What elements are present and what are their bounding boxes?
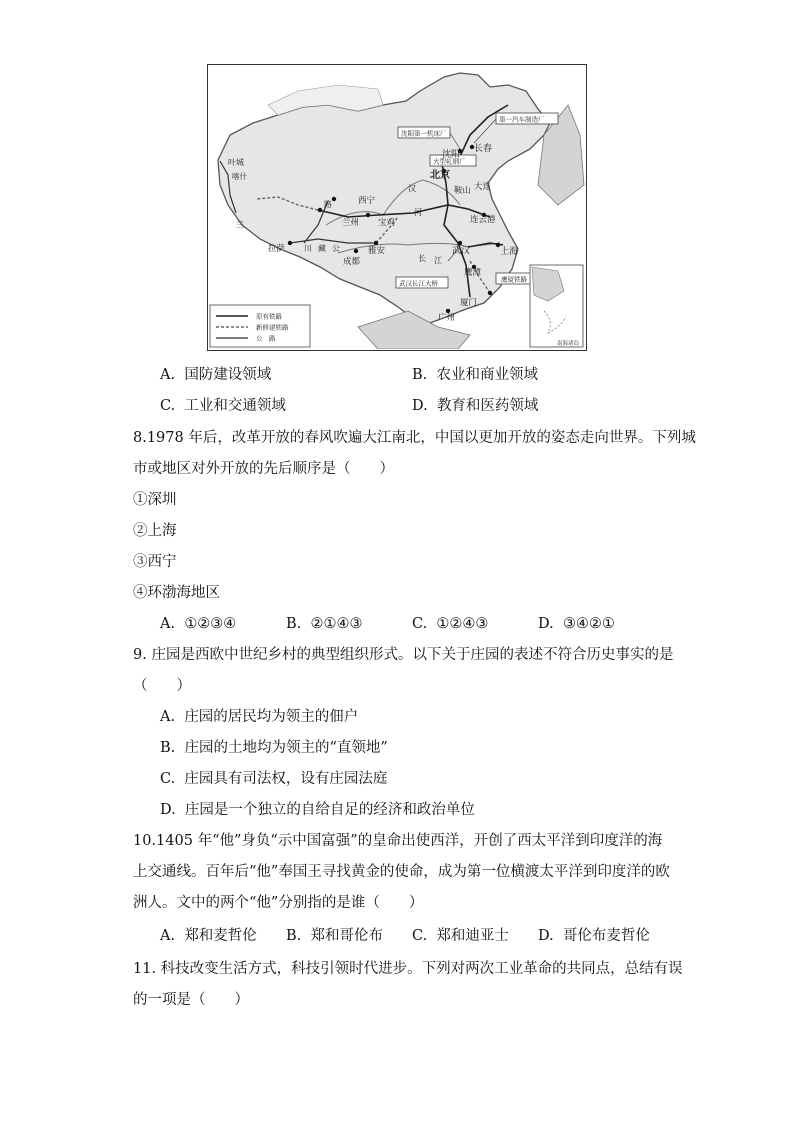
option-text: 郑和哥伦布	[310, 928, 383, 944]
legend-new-railway: 新修建铁路	[256, 323, 289, 332]
city-label: 鹰潭	[464, 268, 482, 278]
option-letter: B.	[286, 616, 302, 632]
city-label: 大连	[474, 182, 492, 192]
city-label: 上海	[500, 247, 519, 257]
option-text: ③④②①	[562, 616, 615, 632]
q8-option-c[interactable]	[412, 614, 488, 634]
option-text: ①②③④	[184, 616, 237, 632]
option-letter: C.	[412, 928, 428, 944]
city-label: 广州	[438, 313, 456, 323]
option-text: 国防建设领域	[184, 367, 272, 383]
option-letter: A.	[160, 709, 176, 725]
q9-option-c[interactable]	[160, 769, 387, 789]
q9-stem-line-1: 9. 庄园是西欧中世纪乡村的典型组织形式。以下关于庄园的表述不符合历史事实的是	[133, 647, 674, 663]
q7-option-c[interactable]	[160, 396, 286, 416]
q7-option-a[interactable]	[160, 365, 271, 385]
q10-stem-line-2: 上交通线。百年后“他”奉国王寻找黄金的使命，成为第一位横渡太平洋到印度洋的欧	[133, 864, 670, 880]
legend-old-railway: 原有铁路	[256, 312, 282, 321]
option-letter: C.	[412, 616, 428, 632]
option-text: 郑和麦哲伦	[184, 928, 257, 944]
option-letter: C.	[160, 398, 176, 414]
option-letter: B.	[286, 928, 302, 944]
q8-item: ②上海	[133, 523, 177, 539]
option-text: 庄园的土地均为领主的“直领地”	[184, 740, 388, 756]
place-label: 江	[434, 256, 442, 265]
option-letter: B.	[160, 740, 176, 756]
option-letter: D.	[538, 928, 554, 944]
option-letter: D.	[538, 616, 554, 632]
q7-option-d[interactable]	[412, 396, 538, 416]
place-label: 川	[304, 244, 312, 253]
option-text: 庄园的居民均为领主的佃户	[184, 709, 359, 725]
q8-item: ③西宁	[133, 554, 177, 570]
option-text: 教育和医药领域	[436, 398, 539, 414]
city-label: 西宁	[358, 196, 376, 206]
callout-first-auto-plant: 第一汽车制造厂	[499, 115, 545, 124]
option-letter: B.	[412, 367, 428, 383]
city-label: 武汉	[452, 246, 471, 256]
city-label: 叶城	[228, 158, 244, 167]
city-label: 长春	[474, 144, 493, 154]
city-label: 成都	[343, 257, 361, 267]
q7-option-b[interactable]	[412, 365, 538, 385]
option-letter: A.	[160, 367, 176, 383]
option-letter: D.	[160, 802, 176, 818]
q9-stem-line-2: （ ）	[133, 678, 191, 694]
q9-option-a[interactable]	[160, 707, 358, 727]
option-text: ①②④③	[436, 616, 489, 632]
option-letter: D.	[412, 398, 428, 414]
option-text: 庄园具有司法权，设有庄园法庭	[184, 771, 388, 787]
city-label: 雅安	[368, 246, 386, 256]
q11-stem-line-2: 的一项是（ ）	[133, 992, 249, 1008]
city-label: 连云港	[470, 215, 496, 225]
q10-option-c[interactable]	[412, 926, 509, 946]
q8-item: ④环渤海地区	[133, 585, 220, 601]
q9-option-d[interactable]	[160, 800, 475, 820]
q8-stem-line-1: 8.1978 年后，改革开放的春风吹遍大江南北，中国以更加开放的姿态走向世界。下列城	[133, 430, 696, 446]
place-label: 藏	[318, 244, 326, 253]
legend-highway: 公 路	[256, 334, 276, 343]
place-label: 汉	[408, 184, 416, 193]
china-map-figure	[207, 64, 587, 351]
option-text: 郑和迪亚士	[436, 928, 509, 944]
city-label: 兰州	[342, 218, 360, 228]
q10-option-d[interactable]	[538, 926, 650, 946]
q8-option-b[interactable]	[286, 614, 362, 634]
city-label: 宝鸡	[378, 218, 396, 228]
callout-yingxia-railway: 鹰厦铁路	[501, 275, 527, 284]
place-label: 公	[332, 244, 340, 253]
city-label: 拉萨	[268, 244, 286, 254]
option-text: 庄园是一个独立的自给自足的经济和政治单位	[184, 802, 475, 818]
callout-shenyang-machine-tool: 沈阳第一机床厂	[401, 129, 447, 138]
place-label: 河	[414, 208, 422, 217]
option-letter: A.	[160, 928, 176, 944]
city-label: 北京	[430, 170, 450, 181]
city-label: 鞍山	[454, 186, 472, 196]
place-label: 长	[418, 254, 426, 263]
q10-option-b[interactable]	[286, 926, 383, 946]
map-drawing	[208, 65, 585, 349]
q10-stem-line-1: 10.1405 年“他”身负“示中国富强”的皇命出使西洋，开创了西太平洋到印度洋的海	[133, 833, 663, 849]
place-label: 喀什	[232, 172, 247, 181]
q9-option-b[interactable]	[160, 738, 388, 758]
option-text: 工业和交通领域	[184, 398, 286, 414]
option-letter: C.	[160, 771, 176, 787]
q8-stem-line-2: 市或地区对外开放的先后顺序是（ ）	[133, 461, 394, 477]
option-text: 哥伦布麦哲伦	[562, 928, 650, 944]
place-label: 兰	[236, 220, 244, 229]
option-text: ②①④③	[310, 616, 363, 632]
place-label: 路	[324, 200, 332, 209]
city-label: 沈阳	[442, 150, 461, 160]
q8-item: ①深圳	[133, 492, 177, 508]
q11-stem-line-1: 11. 科技改变生活方式，科技引领时代进步。下列对两次工业革命的共同点，总结有误	[133, 961, 683, 977]
option-text: 农业和商业领域	[436, 367, 538, 383]
q10-stem-line-3: 洲人。文中的两个“他”分别指的是谁（ ）	[133, 895, 424, 911]
option-letter: A.	[160, 616, 176, 632]
q8-option-a[interactable]	[160, 614, 236, 634]
q10-option-a[interactable]	[160, 926, 257, 946]
city-label: 厦门	[460, 298, 478, 308]
q8-option-d[interactable]	[538, 614, 615, 634]
callout-steel-rolling-plant: 大型轧钢厂	[433, 157, 466, 166]
inset-label: 南海诸岛	[557, 341, 580, 347]
callout-wuhan-bridge: 武汉长江大桥	[399, 279, 438, 288]
